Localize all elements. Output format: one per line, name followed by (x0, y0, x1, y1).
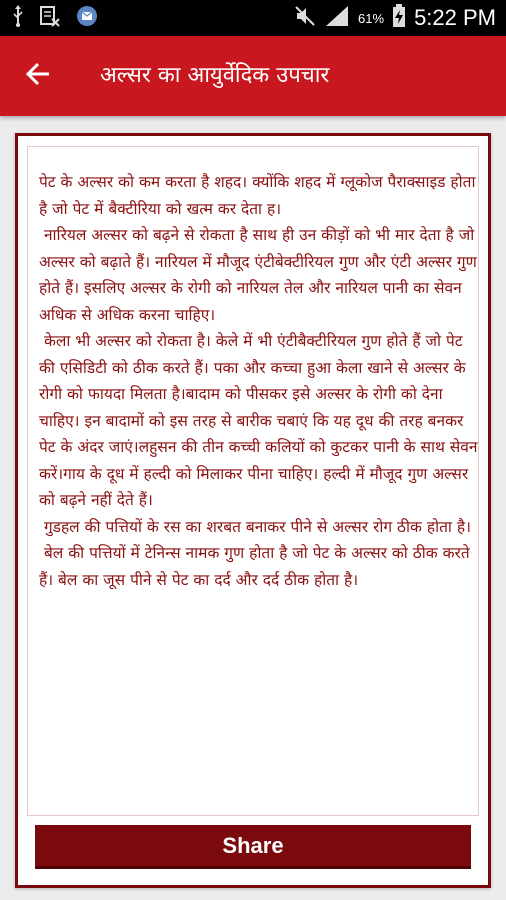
screenshot-icon (40, 5, 60, 31)
page-title: अल्सर का आयुर्वेदिक उपचार (100, 63, 330, 88)
battery-charging-icon (392, 4, 406, 32)
share-button[interactable]: Share (35, 825, 471, 869)
clock: 5:22 PM (414, 5, 496, 30)
signal-icon (324, 5, 350, 31)
status-right-icons (294, 0, 496, 36)
usb-icon (12, 5, 24, 31)
status-bar (0, 0, 506, 36)
content-card (15, 133, 491, 888)
mute-icon (294, 5, 316, 31)
article-text: पेट के अल्सर को कम करता है शहद। क्योंकि शहद में ग्लूकोज पैराक्साइड होता है जो पेट में बैक्टीरिया को खत्म कर देता ह। नारियल अल्सर को बढ़ने से रोकता है साथ ही उन कीड़ों को भी मार देता है जो अल्सर को बढ़ाते हैं। नारियल में मौजूद एंटीबेक्टीरियल गुण और एंटी अल्सर गुण होते हैं। इसलिए अल्सर के रोगी को नारियल तेल और नारियल पानी का सेवन अधिक से अधिक करना चाहिए। केला भी अल्सर को रोकता है। केले में भी एंटीबैक्टीरियल गुण होते हैं जो पेट की एसिडिटी को ठीक करते हैं। पका और कच्चा हुआ केला खाने से अल्सर के रोगी को फायदा मिलता है।बादाम को पीसकर इसे अल्सर के रोगी को देना चाहिए। इन बादामों को इस तरह से बारीक चबाएं कि यह दूध की तरह बनकर पेट के अंदर जाएं।लहुसन की तीन कच्ची कलियों को कुटकर पानी के साथ सेवन करें।गाय के दूध में हल्दी को मिलाकर पीना चाहिए। हल्दी में मौजूद गुण अल्सर को बढ़ने नहीं देते हैं। गुडहल की पत्तियों के रस का शरबत बनाकर पीने से अल्सर रोग ठीक होता है। बेल की पत्तियों में टेनिन्स नामक गुण होता है जो पेट के अल्सर को ठीक करते हैं। बेल का जूस पीने से पेट का दर्द और दर्द ठीक होता है। (39, 173, 478, 589)
article-panel (27, 146, 479, 816)
status-left-icons (12, 6, 98, 30)
notification-icon (76, 5, 98, 31)
arrow-back-icon (25, 62, 51, 90)
battery-percent: 61% (358, 10, 385, 26)
back-button[interactable] (20, 58, 56, 94)
app-bar (0, 36, 506, 116)
